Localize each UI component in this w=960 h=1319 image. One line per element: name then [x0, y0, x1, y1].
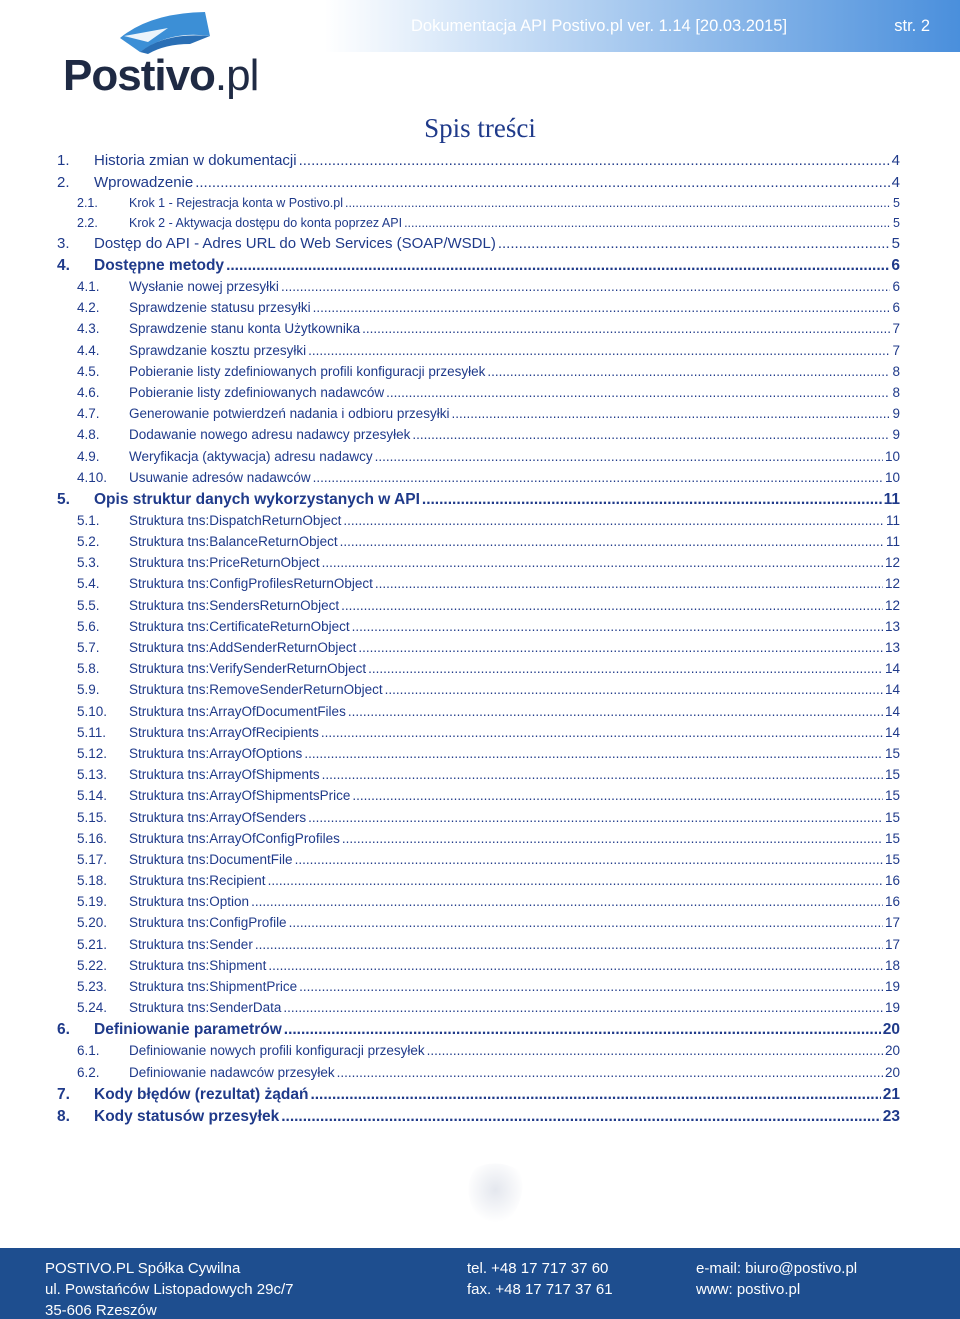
- toc-entry-title: Sprawdzanie kosztu przesyłki: [129, 342, 307, 358]
- toc-entry-title: Struktura tns:AddSenderReturnObject: [129, 640, 357, 655]
- toc-entry-number: 5.22.: [77, 957, 108, 973]
- toc-entry-title: Struktura tns:ArrayOfDocumentFiles: [129, 703, 346, 719]
- toc-dot-leader: [404, 216, 891, 230]
- toc-dot-leader: [268, 873, 883, 888]
- toc-entry-number: 4.7.: [77, 406, 100, 422]
- toc-entry-title: Struktura tns:CertificateReturnObject: [129, 618, 350, 634]
- header-bar: [325, 0, 960, 52]
- toc-entry-number: 4.3.: [77, 321, 100, 337]
- toc-entry-section[interactable]: [57, 831, 900, 852]
- toc-entry-number: 5.21.: [77, 936, 108, 952]
- toc-dot-leader: [385, 682, 883, 697]
- toc-dot-leader: [422, 491, 882, 509]
- toc-entry-number: 5.: [57, 490, 70, 508]
- toc-entry-title: Pobieranie listy zdefiniowanych nadawców: [129, 384, 385, 400]
- toc-entry-title: Struktura tns:BalanceReturnObject: [129, 534, 338, 550]
- toc-entry-chapter[interactable]: [57, 152, 900, 174]
- toc-entry-section[interactable]: [57, 767, 900, 788]
- toc-entry-chapter[interactable]: [57, 1108, 900, 1130]
- toc-entry-title: Pobieranie listy zdefiniowanych profili konfiguracji przesyłek: [129, 363, 486, 379]
- toc-entry-number: 5.14.: [77, 788, 108, 804]
- toc-entry-chapter[interactable]: [57, 235, 900, 257]
- toc-entry-page: 21: [882, 1085, 900, 1103]
- toc-entry-section[interactable]: [57, 216, 900, 236]
- toc-entry-chapter[interactable]: [57, 257, 900, 279]
- toc-dot-leader: [337, 1065, 883, 1080]
- toc-entry-number: 4.6.: [77, 384, 100, 400]
- toc-entry-page: 5: [893, 196, 900, 210]
- toc-entry-page: 6: [892, 279, 900, 294]
- footer-phone: tel. +48 17 717 37 60: [467, 1260, 609, 1277]
- toc-entry-number: 5.1.: [77, 512, 100, 528]
- footer-fax: fax. +48 17 717 37 61: [467, 1281, 613, 1298]
- toc-entry-section[interactable]: [57, 746, 900, 767]
- toc-entry-number: 5.11.: [77, 724, 107, 740]
- toc-entry-number: 5.17.: [77, 851, 108, 867]
- toc-entry-page: 5: [893, 215, 900, 230]
- toc-dot-leader: [451, 406, 890, 421]
- toc-entry-section[interactable]: [57, 1043, 900, 1064]
- toc-entry-page: 17: [884, 915, 900, 931]
- toc-dot-leader: [322, 767, 883, 782]
- toc-entry-number: 6.: [57, 1021, 70, 1039]
- toc-entry-page: 20: [884, 1043, 900, 1059]
- footer-website[interactable]: www: postivo.pl: [696, 1281, 801, 1298]
- toc-entry-title: Struktura tns:ConfigProfile: [129, 915, 287, 931]
- toc-dot-leader: [299, 152, 890, 169]
- toc-entry-title: Struktura tns:VerifySenderReturnObject: [129, 661, 367, 677]
- toc-entry-number: 5.13.: [77, 767, 108, 783]
- toc-entry-number: 5.3.: [77, 555, 100, 571]
- toc-entry-section[interactable]: [57, 385, 900, 406]
- toc-entry-title: Weryfikacja (aktywacja) adresu nadawcy: [129, 448, 373, 464]
- postivo-logo: [60, 8, 260, 100]
- toc-entry-section[interactable]: [57, 661, 900, 682]
- toc-dot-leader: [308, 810, 883, 825]
- toc-dot-leader: [295, 852, 883, 867]
- table-of-contents: [57, 152, 900, 1130]
- toc-dot-leader: [362, 321, 890, 336]
- toc-entry-title: Struktura tns:ArrayOfSenders: [129, 809, 307, 825]
- toc-entry-page: 14: [884, 703, 900, 719]
- toc-dot-leader: [340, 534, 884, 549]
- toc-dot-leader: [308, 343, 890, 358]
- toc-entry-title: Struktura tns:SendersReturnObject: [129, 597, 340, 613]
- toc-entry-section[interactable]: [57, 810, 900, 831]
- toc-entry-section[interactable]: [57, 640, 900, 661]
- toc-entry-title: Krok 2 - Aktywacja dostępu do konta poprzez API: [129, 215, 403, 230]
- toc-entry-page: 23: [882, 1107, 900, 1125]
- toc-entry-title: Struktura tns:Option: [129, 894, 250, 910]
- toc-entry-section[interactable]: [57, 682, 900, 703]
- toc-entry-title: Struktura tns:ArrayOfShipments: [129, 767, 320, 783]
- toc-entry-title: Historia zmian w dokumentacji: [94, 152, 297, 169]
- toc-dot-leader: [226, 257, 889, 275]
- toc-dot-leader: [348, 704, 883, 719]
- toc-entry-section[interactable]: [57, 513, 900, 534]
- toc-entry-title: Wprowadzenie: [94, 174, 194, 191]
- toc-entry-section[interactable]: [57, 470, 900, 491]
- toc-entry-page: 10: [884, 469, 900, 485]
- toc-entry-page: 13: [884, 640, 900, 655]
- toc-entry-chapter[interactable]: [57, 491, 900, 513]
- toc-entry-page: 4: [891, 152, 900, 169]
- toc-dot-leader: [427, 1043, 883, 1058]
- toc-entry-page: 8: [892, 384, 900, 400]
- toc-entry-number: 6.2.: [77, 1064, 100, 1080]
- toc-entry-number: 5.23.: [77, 979, 108, 994]
- toc-entry-page: 12: [884, 576, 900, 592]
- toc-entry-title: Struktura tns:DocumentFile: [129, 851, 293, 867]
- toc-dot-leader: [322, 555, 883, 570]
- toc-dot-leader: [487, 364, 890, 379]
- toc-entry-title: Struktura tns:ArrayOfConfigProfiles: [129, 830, 340, 846]
- toc-dot-leader: [358, 640, 883, 655]
- toc-entry-page: 15: [884, 745, 900, 761]
- toc-entry-number: 4.: [57, 257, 70, 274]
- toc-entry-number: 5.24.: [77, 1000, 108, 1016]
- toc-entry-page: 11: [885, 534, 900, 550]
- toc-dot-leader: [498, 235, 890, 252]
- toc-entry-section[interactable]: [57, 555, 900, 576]
- toc-entry-number: 8.: [57, 1107, 70, 1125]
- toc-entry-section[interactable]: [57, 279, 900, 300]
- toc-dot-leader: [386, 385, 890, 400]
- toc-entry-title: Struktura tns:Shipment: [129, 957, 267, 973]
- toc-entry-page: 14: [884, 661, 900, 677]
- toc-entry-section[interactable]: [57, 343, 900, 364]
- toc-dot-leader: [352, 619, 883, 634]
- toc-dot-leader: [352, 788, 883, 803]
- toc-dot-leader: [304, 746, 883, 761]
- footer: [0, 1248, 960, 1319]
- toc-entry-title: Sprawdzenie stanu konta Użytkownika: [129, 321, 361, 337]
- toc-entry-title: Definiowanie nowych profili konfiguracji przesyłek: [129, 1043, 425, 1059]
- toc-entry-title: Krok 1 - Rejestracja konta w Postivo.pl: [129, 196, 343, 210]
- toc-entry-page: 15: [884, 767, 900, 783]
- toc-entry-section[interactable]: [57, 449, 900, 470]
- toc-entry-section[interactable]: [57, 979, 900, 1000]
- toc-entry-section[interactable]: [57, 300, 900, 321]
- toc-entry-page: 19: [884, 1000, 900, 1016]
- toc-dot-leader: [289, 915, 883, 930]
- toc-dot-leader: [412, 427, 890, 442]
- toc-entry-section[interactable]: [57, 958, 900, 979]
- toc-entry-page: 8: [892, 363, 900, 379]
- toc-dot-leader: [255, 937, 883, 952]
- toc-entry-title: Struktura tns:DispatchReturnObject: [129, 512, 342, 528]
- toc-entry-chapter[interactable]: [57, 174, 900, 196]
- footer-street: ul. Powstańców Listopadowych 29c/7: [45, 1281, 294, 1298]
- toc-entry-number: 6.1.: [77, 1043, 100, 1059]
- toc-entry-title: Struktura tns:ShipmentPrice: [129, 979, 298, 994]
- toc-entry-title: Opis struktur danych wykorzystanych w API: [94, 490, 420, 508]
- toc-entry-number: 5.5.: [77, 597, 100, 613]
- toc-entry-page: 18: [884, 957, 900, 973]
- toc-entry-page: 14: [884, 682, 900, 698]
- toc-entry-title: Dostęp do API - Adres URL do Web Services (SOAP/WSDL): [94, 235, 496, 252]
- toc-entry-section[interactable]: [57, 704, 900, 725]
- toc-entry-number: 5.20.: [77, 915, 108, 931]
- toc-dot-leader: [284, 1021, 881, 1039]
- document-title: Dokumentacja API Postivo.pl ver. 1.14 [20.03.2015]: [411, 17, 788, 35]
- toc-entry-title: Struktura tns:ArrayOfRecipients: [129, 724, 319, 740]
- toc-dot-leader: [195, 174, 889, 191]
- toc-entry-chapter[interactable]: [57, 1086, 900, 1108]
- toc-entry-page: 15: [884, 830, 900, 846]
- toc-entry-number: 5.7.: [77, 640, 100, 655]
- toc-entry-title: Usuwanie adresów nadawców: [129, 469, 311, 485]
- toc-entry-page: 4: [891, 174, 900, 191]
- toc-entry-number: 5.15.: [77, 809, 108, 825]
- toc-entry-page: 16: [884, 873, 900, 889]
- toc-entry-title: Kody błędów (rezultat) żądań: [94, 1085, 309, 1103]
- toc-entry-section[interactable]: [57, 915, 900, 936]
- toc-entry-page: 9: [892, 427, 900, 443]
- toc-entry-page: 15: [884, 809, 900, 825]
- toc-entry-page: 17: [884, 936, 900, 952]
- toc-entry-section[interactable]: [57, 1000, 900, 1021]
- toc-entry-section[interactable]: [57, 937, 900, 958]
- toc-dot-leader: [281, 1108, 881, 1126]
- toc-entry-section[interactable]: [57, 894, 900, 915]
- toc-dot-leader: [345, 196, 891, 210]
- toc-dot-leader: [313, 300, 891, 315]
- toc-entry-page: 5: [891, 235, 900, 252]
- toc-entry-number: 5.16.: [77, 830, 108, 846]
- toc-entry-page: 6: [891, 257, 900, 274]
- toc-entry-number: 5.18.: [77, 873, 108, 889]
- toc-entry-page: 15: [884, 851, 900, 867]
- toc-entry-chapter[interactable]: [57, 1021, 900, 1043]
- toc-entry-number: 5.12.: [77, 745, 108, 761]
- toc-entry-title: Definiowanie parametrów: [94, 1021, 282, 1039]
- toc-entry-title: Struktura tns:ConfigProfilesReturnObject: [129, 576, 373, 592]
- toc-entry-page: 10: [884, 448, 900, 464]
- toc-entry-section[interactable]: [57, 364, 900, 385]
- toc-dot-leader: [375, 576, 883, 591]
- toc-title: Spis treści: [424, 113, 536, 143]
- toc-dot-leader: [368, 661, 883, 676]
- toc-entry-section[interactable]: [57, 576, 900, 597]
- toc-entry-section[interactable]: [57, 427, 900, 448]
- toc-dot-leader: [343, 513, 884, 528]
- toc-entry-section[interactable]: [57, 321, 900, 342]
- toc-entry-page: 13: [884, 618, 900, 634]
- toc-dot-leader: [281, 279, 891, 294]
- toc-entry-title: Struktura tns:ArrayOfOptions: [129, 745, 303, 761]
- toc-entry-section[interactable]: [57, 1065, 900, 1086]
- toc-entry-page: 9: [892, 406, 900, 422]
- toc-entry-page: 15: [884, 788, 900, 804]
- toc-entry-number: 1.: [57, 152, 70, 169]
- toc-dot-leader: [268, 958, 883, 973]
- toc-entry-title: Struktura tns:RemoveSenderReturnObject: [129, 682, 383, 698]
- toc-entry-section[interactable]: [57, 598, 900, 619]
- toc-entry-title: Generowanie potwierdzeń nadania i odbioru przesyłki: [129, 406, 450, 422]
- toc-dot-leader: [313, 470, 883, 485]
- footer-company: POSTIVO.PL Spółka Cywilna: [45, 1260, 241, 1277]
- toc-entry-page: 6: [892, 300, 900, 316]
- toc-entry-title: Dodawanie nowego adresu nadawcy przesyłek: [129, 427, 411, 443]
- toc-dot-leader: [321, 725, 883, 740]
- toc-dot-leader: [283, 1000, 883, 1015]
- footer-city: 35-606 Rzeszów: [45, 1302, 157, 1319]
- toc-entry-page: 12: [884, 555, 900, 571]
- toc-entry-title: Wysłanie nowej przesyłki: [129, 279, 279, 294]
- toc-entry-number: 5.4.: [77, 576, 100, 592]
- toc-entry-number: 4.9.: [77, 448, 100, 464]
- toc-entry-title: Sprawdzenie statusu przesyłki: [129, 300, 311, 316]
- toc-entry-section[interactable]: [57, 196, 900, 216]
- logo-wordmark: Postivo.pl: [63, 51, 259, 100]
- toc-entry-number: 5.9.: [77, 682, 100, 698]
- toc-entry-section[interactable]: [57, 406, 900, 427]
- toc-entry-number: 5.8.: [77, 661, 100, 677]
- toc-entry-number: 4.1.: [77, 279, 100, 294]
- toc-entry-number: 5.6.: [77, 618, 100, 634]
- toc-entry-page: 11: [883, 490, 900, 508]
- toc-entry-page: 14: [884, 724, 900, 740]
- toc-dot-leader: [299, 979, 883, 994]
- toc-entry-page: 11: [885, 512, 900, 528]
- toc-entry-section[interactable]: [57, 534, 900, 555]
- toc-entry-title: Definiowanie nadawców przesyłek: [129, 1064, 335, 1080]
- toc-dot-leader: [342, 831, 883, 846]
- toc-entry-section[interactable]: [57, 852, 900, 873]
- toc-entry-number: 4.8.: [77, 427, 100, 443]
- toc-entry-number: 4.10.: [77, 469, 108, 485]
- toc-entry-number: 3.: [57, 235, 70, 252]
- toc-entry-title: Struktura tns:PriceReturnObject: [129, 555, 320, 571]
- toc-entry-number: 4.2.: [77, 300, 100, 316]
- toc-entry-number: 2.: [57, 174, 70, 191]
- toc-entry-title: Kody statusów przesyłek: [94, 1107, 280, 1125]
- toc-entry-title: Struktura tns:Recipient: [129, 873, 266, 889]
- toc-entry-page: 20: [882, 1021, 900, 1039]
- toc-dot-leader: [341, 598, 883, 613]
- toc-entry-number: 4.4.: [77, 342, 100, 358]
- toc-dot-leader: [310, 1086, 880, 1104]
- toc-entry-number: 5.19.: [77, 894, 108, 910]
- toc-entry-section[interactable]: [57, 725, 900, 746]
- toc-entry-number: 2.1.: [77, 196, 98, 210]
- toc-entry-number: 5.2.: [77, 534, 100, 550]
- decorative-blob-icon: [465, 1160, 527, 1226]
- toc-entry-page: 16: [884, 894, 900, 910]
- toc-entry-page: 7: [892, 321, 900, 337]
- toc-dot-leader: [375, 449, 883, 464]
- toc-entry-page: 20: [884, 1064, 900, 1080]
- toc-entry-section[interactable]: [57, 788, 900, 809]
- toc-entry-title: Struktura tns:SenderData: [129, 1000, 282, 1016]
- toc-entry-page: 7: [892, 342, 900, 358]
- page-number: str. 2: [894, 17, 930, 35]
- toc-entry-page: 12: [884, 597, 900, 613]
- toc-entry-page: 19: [884, 979, 900, 994]
- toc-dot-leader: [251, 894, 883, 909]
- toc-entry-number: 2.2.: [77, 215, 98, 230]
- toc-entry-number: 5.10.: [77, 703, 108, 719]
- footer-email[interactable]: e-mail: biuro@postivo.pl: [696, 1260, 858, 1277]
- toc-entry-number: 7.: [57, 1085, 70, 1103]
- toc-entry-section[interactable]: [57, 873, 900, 894]
- toc-entry-section[interactable]: [57, 619, 900, 640]
- toc-entry-title: Struktura tns:ArrayOfShipmentsPrice: [129, 788, 351, 804]
- toc-entry-title: Dostępne metody: [94, 257, 225, 274]
- toc-entry-number: 4.5.: [77, 363, 100, 379]
- toc-entry-title: Struktura tns:Sender: [129, 936, 253, 952]
